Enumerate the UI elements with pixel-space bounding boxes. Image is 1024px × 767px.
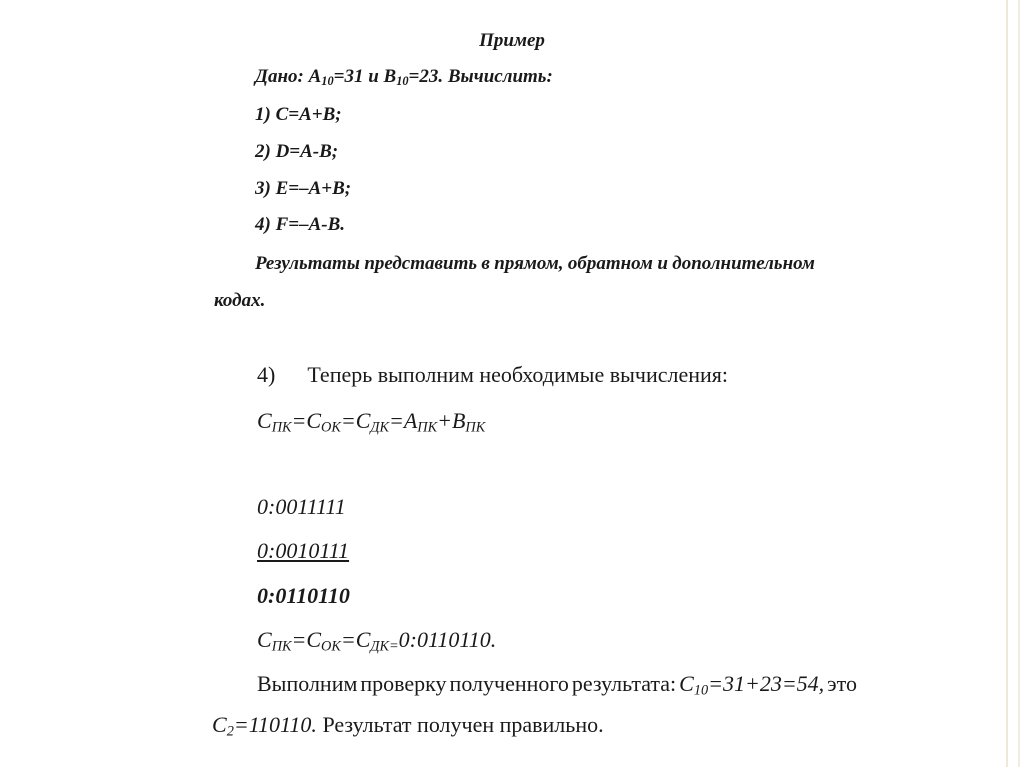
formula-2: $C_{ПК}=C_{ОК}=C_{ДК=}0:0110110$. [257, 627, 497, 655]
operand-2: 0:0010111 [257, 538, 350, 563]
conclusion-line: $C_2=110110$. Результат получен правильно. [212, 712, 604, 740]
operand-1: 0:0011111 [257, 494, 346, 519]
sum-result: 0:0110110 [257, 583, 350, 608]
example-title: Пример [479, 30, 545, 51]
task-1: 1) C=A+B; [255, 104, 342, 125]
instruction-end: кодах. [214, 290, 266, 311]
instruction-line: Результаты представить в прямом, обратном и дополнительном [255, 253, 815, 274]
formula-1: $C_{ПК}=C_{ОК}=C_{ДК}=A_{ПК}+B_{ПК}$ [257, 408, 486, 436]
task-4: 4) F=–A-B. [255, 214, 345, 235]
task-3: 3) E=–A+B; [255, 178, 352, 199]
task-2: 2) D=A-B; [255, 141, 339, 162]
step-line: 4) Теперь выполним необходимые вычисления: [257, 362, 729, 387]
page-edge-decoration [1000, 0, 1024, 767]
given-line: Дано: $A_{10}=31$ и $B_{10}=23$. Вычислить: [255, 66, 553, 89]
check-line: Выполним проверку полученного результата: $C_{10}=31+23=54$, это [257, 671, 857, 699]
